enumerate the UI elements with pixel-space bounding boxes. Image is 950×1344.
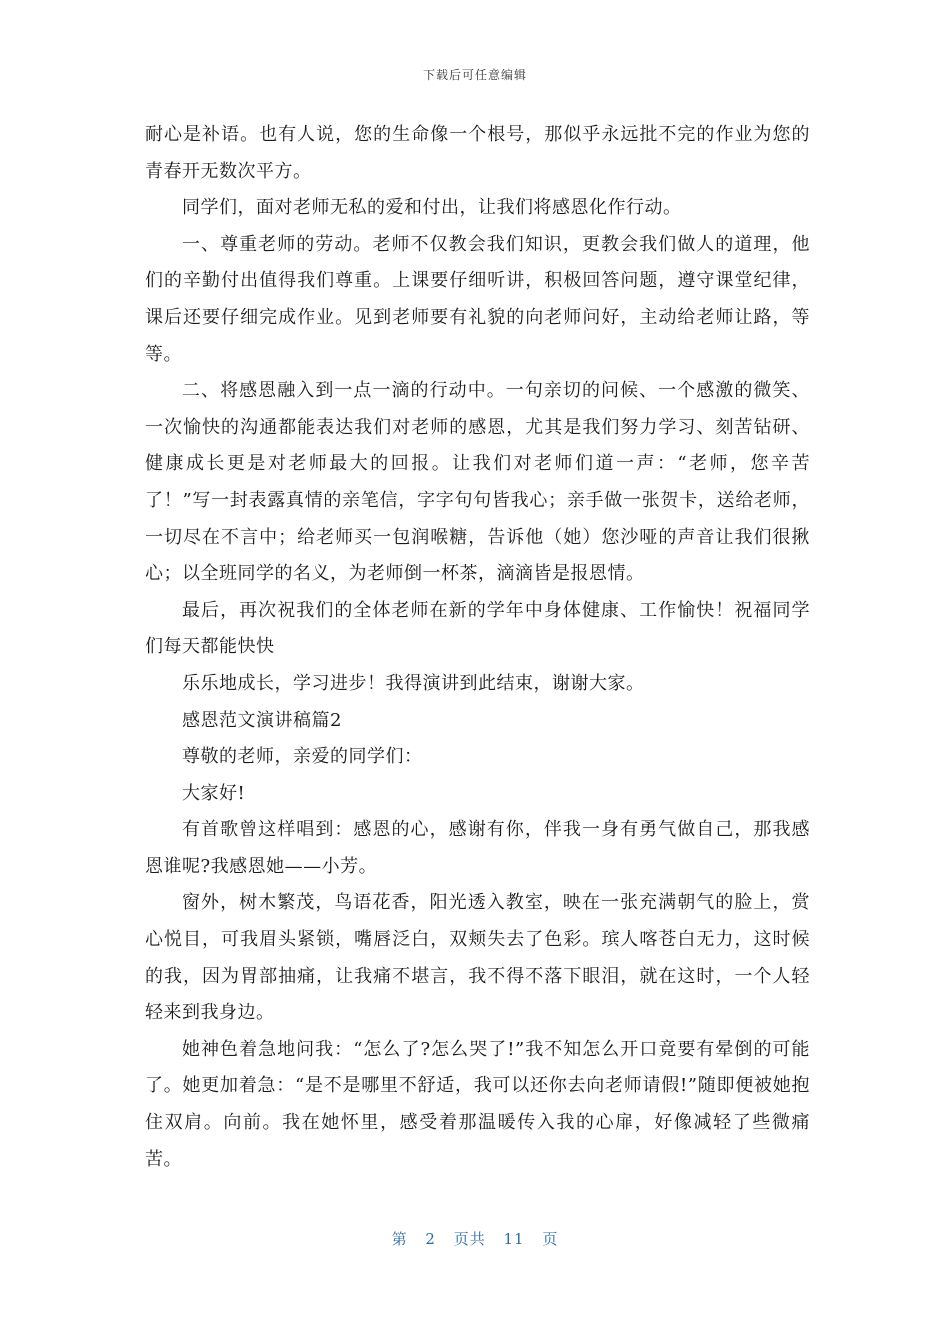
salutation: 尊敬的老师，亲爱的同学们：: [182, 746, 423, 768]
page-footer: 第 2 页共 11 页: [391, 1230, 559, 1248]
paragraph-3: 一、尊重老师的劳动。老师不仅教会我们知识，更教会我们做人的道理，他们的辛勤付出值得我们尊重。上课要仔细听讲，积极回答问题，遵守课堂纪律，课后还要仔细完成作业。见到老师要有礼貌的向老师问好，主动给老师让路，等等。: [145, 233, 810, 365]
section-heading: 感恩范文演讲稿篇2: [182, 709, 342, 731]
paragraph-5: 最后，再次祝我们的全体老师在新的学年中身体健康、工作愉快！祝福同学们每天都能快快: [145, 599, 810, 658]
paragraph-1: 耐心是补语。也有人说，您的生命像一个根号，那似乎永远批不完的作业为您的青春开无数次平方。: [145, 124, 810, 182]
page-header: 下载后可任意编辑: [422, 68, 527, 82]
paragraph-11: 窗外，树木繁茂，鸟语花香，阳光透入教室，映在一张充满朝气的脸上，赏心悦目，可我眉头紧锁，嘴唇泛白，双颊失去了色彩。瑸人喀苍白无力，这时候的我，因为胃部抽痛，让我痛不堪言，我不得不落下眼泪，就在这时，一个人轻轻来到我身边。: [145, 892, 810, 1024]
paragraph-4: 二、将感恩融入到一点一滴的行动中。一句亲切的问候、一个感激的微笑、一次愉快的沟通都能表达我们对老师的感恩，尤其是我们努力学习、刻苦钻研、健康成长更是对老师最大的回报。让我们对老师们道一声：“老师，您辛苦了！”写一封表露真情的亲笔信，字字句句皆我心；亲手做一张贺卡，送给老师，一切尽在不言中；给老师买一包润喉糖，告诉他（她）您沙哑的声音让我们很揪心；以全班同学的名义，为老师倒一杯茶，滴滴皆是报恩情。: [145, 380, 810, 585]
document-body: [145, 117, 810, 1178]
greeting: 大家好!: [182, 782, 246, 804]
paragraph-12: 她神色着急地问我：“怎么了?怎么哭了!”我不知怎么开口竟要有晕倒的可能了。她更加着急：“是不是哪里不舒适，我可以还你去向老师请假!”随即便被她抱住双肩。向前。我在她怀里，感受着那温暖传入我的心扉，好像减轻了些微痛苦。: [145, 1038, 810, 1170]
paragraph-2: 同学们，面对老师无私的爱和付出，让我们将感恩化作行动。: [182, 197, 682, 219]
paragraph-6: 乐乐地成长，学习进步！我得演讲到此结束，谢谢大家。: [182, 672, 645, 694]
paragraph-10: 有首歌曾这样唱到：感恩的心，感谢有你，伴我一身有勇气做自己，那我感恩谁呢?我感恩她——小芳。: [145, 819, 810, 877]
